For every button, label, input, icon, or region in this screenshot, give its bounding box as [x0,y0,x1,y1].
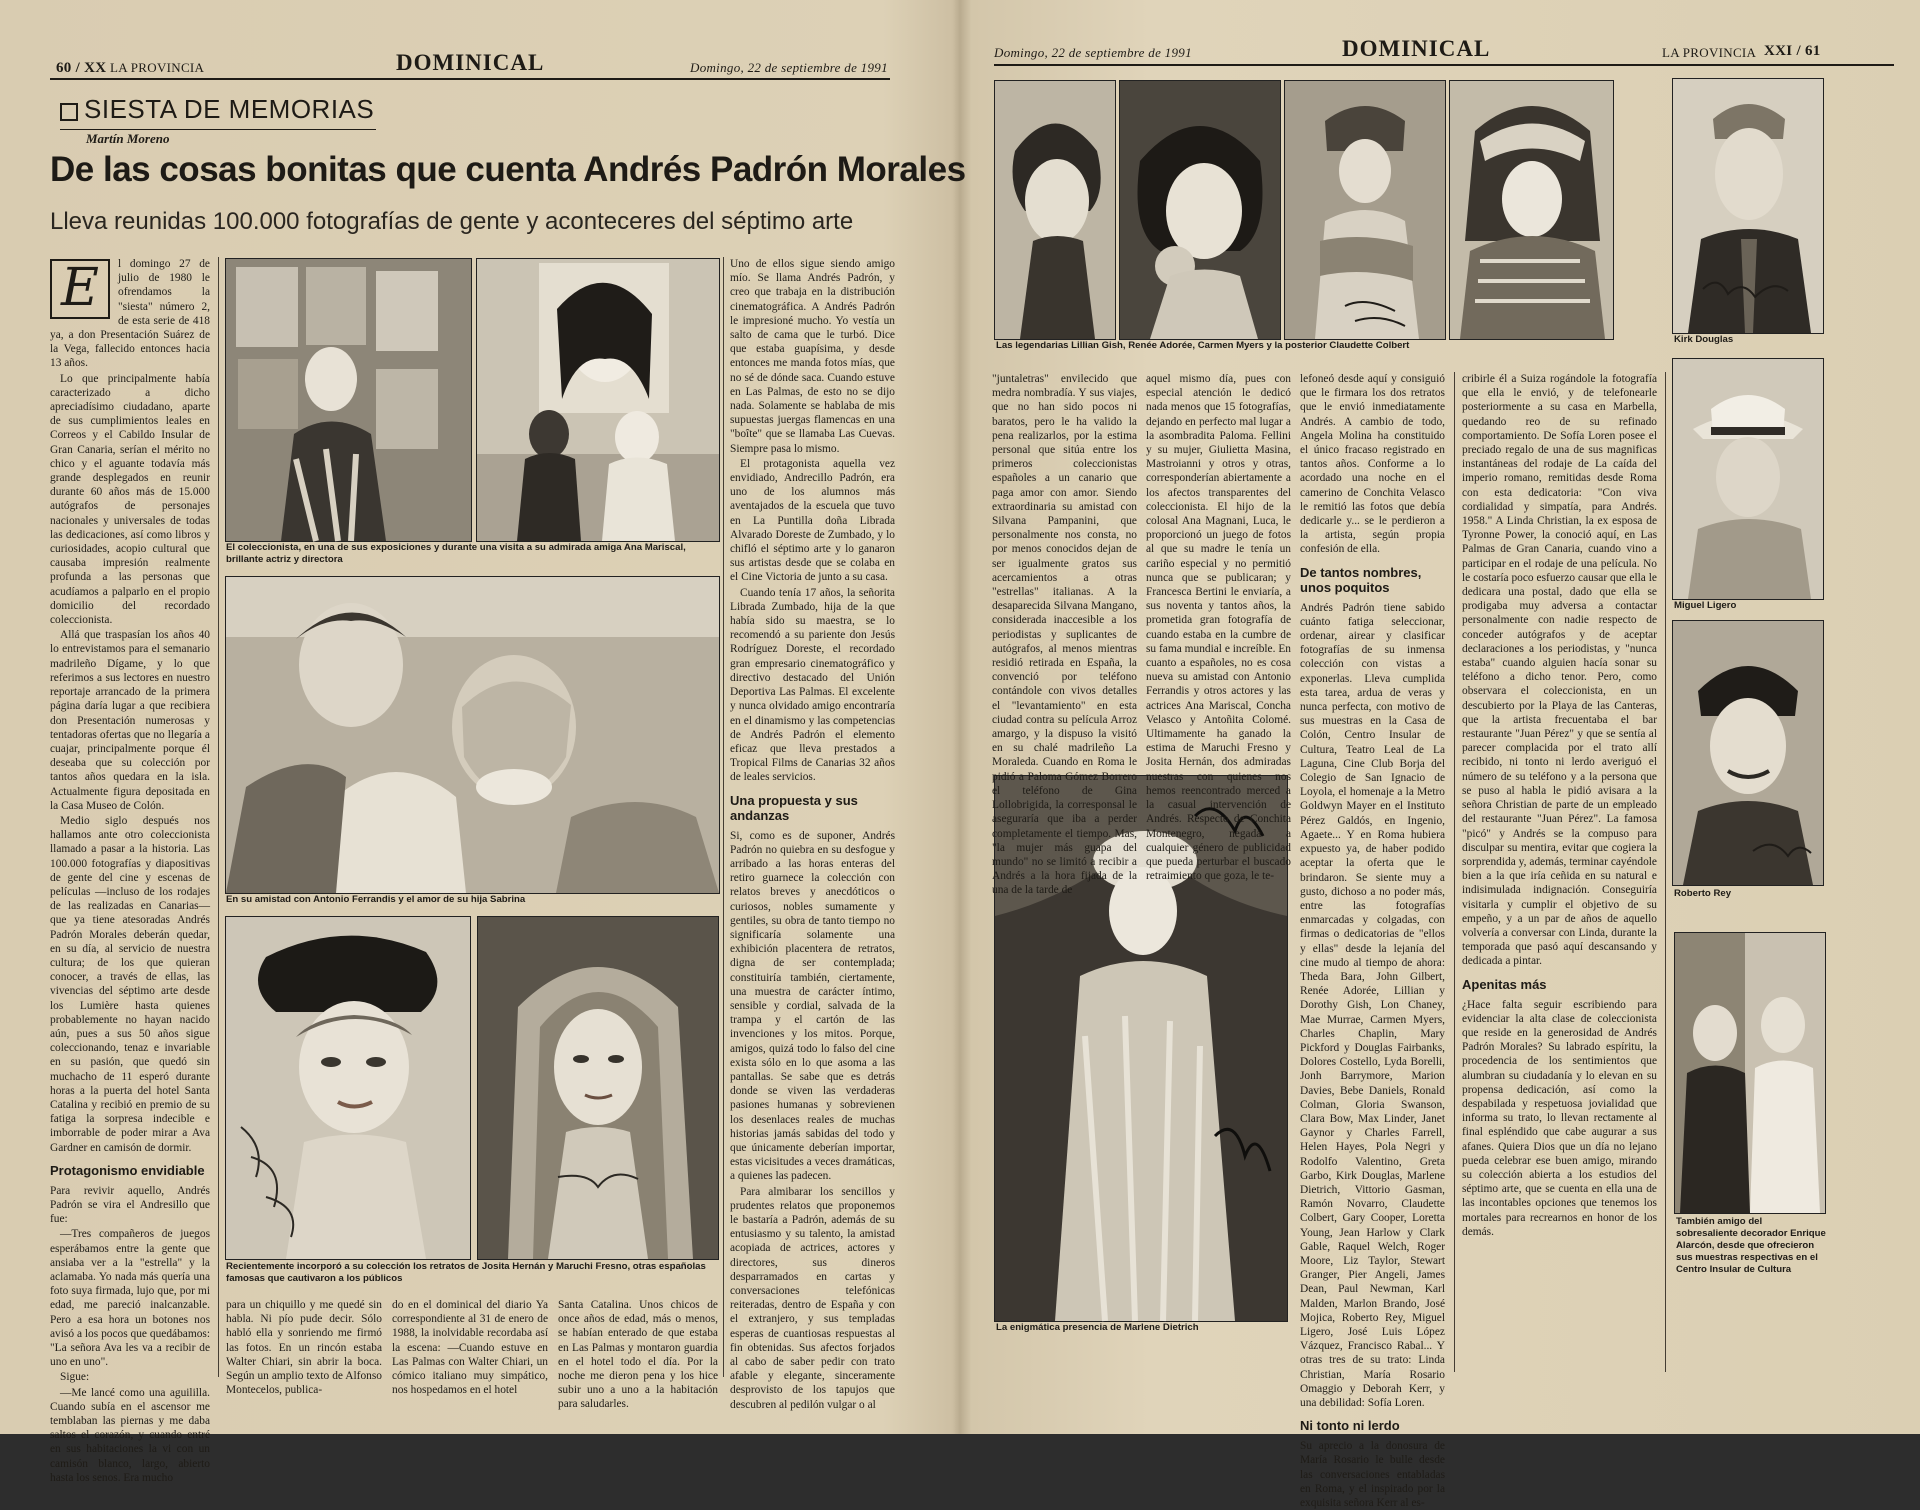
byline: Martín Moreno [86,131,170,146]
column-1-body [50,257,210,1155]
subhead-nombres: De tantos nombres, unos poquitos [1300,564,1422,595]
column-4-body [730,257,895,785]
left-page [0,0,966,1484]
subhead-propuesta: Una propuesta y sus andanzas [730,792,858,823]
paragraph: Lo que principalmente había caracterizado a dicho apreciadísimo ciudadano, aparte de sus cumplimientos leales en Correos y el Cabildo Insular de Gran Canaria, serían el mérito no chico y el aguante todavía más grande desplegados en reunir durante 60 años más de 15.000 autógrafos de personajes nacionales y universales de todas las dedicaciones, así como libros y curiosidades, acopio cultural que causaba impresión realmente profunda a las personas que acudíamos a palparlo en el propio domicilio del recordado coleccionista. [50,372,210,627]
caption-legendarias: Las legendarias Lillian Gish, Renée Adorée, Carmen Myers y la posterior Claudette Colbert [996,340,1410,351]
caption-miguel-ligero: Miguel Ligero [1674,600,1737,611]
paragraph: Sigue: [60,1371,90,1384]
right-page [962,0,1920,1510]
photo-roberto-rey [1672,620,1824,886]
right-paper-name: LA PROVINCIA [1662,45,1757,60]
paragraph: —Tres compañeros de juegos esperábamos entre la gente que ansiaba ver a la "estrella" y la aclamaba. Yo nada más quería una foto suya firmada, lujo que, por mi edad, me pareció inalcanzable. Pero a esa hora un botones nos avisó a los pocos que quedábamos: "La señora Ava les va a recibir de uno en uno". [50,1228,210,1369]
column-4 [730,257,895,1411]
caption-ferrandis: En su amistad con Antonio Ferrandis y el amor de su hija Sabrina [226,894,526,905]
photo-kirk-douglas [1672,78,1824,334]
subheadline: Lleva reunidas 100.000 fotografías de gente y aconteceres del séptimo arte [50,208,854,235]
caption-josita-maruchi: Recientemente incorporó a su colección los retratos de Josita Hernán y Maruchi Fresno, otras españolas famosas que cautivaron a los públicos [226,1261,706,1284]
section-rule [60,129,376,130]
right-date: Domingo, 22 de septiembre de 1991 [994,45,1192,60]
column-1 [50,257,210,1484]
paragraph: Allá que traspasían los años 40 lo entrevistamos para el semanario madrileño Dígame, y lo que referimos a sus lectores en nuestro reportaje arrancado de la primera página daría lugar a que recibiera don Presentación numerosas y tentadoras ofertas que no llegaría a cuajar, principalmente porque él deseaba que su colección por tantos años quedara en la isla. Actualmente figura depositada en la Casa Museo de Colón. [50,629,210,812]
photo-claudette-colbert [1449,80,1614,340]
right-folio: XXI / 61 [1764,43,1821,59]
right-column-3: lefoneó desde aquí y consiguió que le firmara los dos retratos que le envió inmediatamente Andrés. A cambio de todo, Angela Molina ha constituido el único fracaso registrado en tantos años. Conforme a lo acordado una noche en el camerino de Conchita Velasco le remitió las fotos que debía dedicarle y... se le perdieron a la artista, según propia confesión de ella. De tantos nombres, unos poquitos Andrés Padrón tiene sabido cuánto fatiga seleccionar, ordenar, airear y clasificar fotografías de su inmensa colección con vistas a exponerlas. Lleva cumplida esta tarea, ardua de veras y nunca perfecta, con motivo de sus muestras en la Casa de Colón, Centro Insular de Cultura, Teatro Leal de La Laguna, Cine Club Borja del Colegio de San Ignacio de Loyola, el homenaje a la Metro Goldwyn Mayer en el Instituto Pérez Galdós, en Ingenio, Agaete... Y en Roma hubiera expuesto ya, de haber podido aceptar la oferta que le brindaron. Se siente muy a gusto, dichoso a no poder más, entre las fotografías enmarcadas y colgadas, con firmas o dedicatorias de "ellos y ellas" desde la lejanía del cine mudo al tiempo de ahora: Theda Bara, John Gilbert, Renée Adorée, Lillian y Dorothy Gish, Lon Chaney, Mae Murrae, Carmen Myers, Charles Chaplin, Mary Pickford y Douglas Fairbanks, Dolores Costello, Lyda Borelli, Jonh Barrymore, Marion Davies, Bebe Daniels, Ronald Colman, Gloria Swanson, Clara Bow, Max Linder, Janet Gaynor y Charles Farrell, Helen Hayes, Pola Negri y Rodolfo Valentino, Greta Garbo, Kirk Douglas, Marlene Dietrich, Vittorio Gasman, Ramón Novarro, Claudette Colbert, Gary Cooper, Loretta Young, Jean Harlow y Clark Gable, Raquel Welch, Roger Moore, Liz Taylor, Stewart Granger, Pier Angeli, James Dean, Paul Newman, Karl Malden, Marlon Brando, José Mojica, Roberto Rey, Miguel Ligero, José Luis López Vázquez, Francisco Rabal... Y otras tres de su trato: Linda Christian, María Rosario Omaggio y Deborah Kerr, y una debilidad: Sofía Loren. Ni tonto ni lerdo Su aprecio a la donosura de María Rosario le bulle desde las conversaciones entabladas en Roma, y el inspirado por la exquisita señora Kerr al es- [1300,373,1445,1510]
photo-carmen-myers [1284,80,1446,340]
headline: De las cosas bonitas que cuenta Andrés Padrón Morales [50,150,966,189]
column-4-bottom: Santa Catalina. Unos chicos de once años de edad, más o menos, se habían enterado de que estaba en Las Palmas y montaron guardia en el hotel todo el día. Por la noche me dieron pena y los hice subir uno a uno a la habitación para saludarles. [558,1299,718,1411]
photo-enrique-alarcon [1674,932,1826,1214]
paragraph: l domingo 27 de julio de 1980 le ofrendamos la "siesta" número 2, de esta serie de 418 ya, a don Presentación Suárez de la Vega, fallecido entonces hacia 13 años. [50,258,210,370]
paragraph: Si, como es de suponer, Andrés Padrón no quiebra en su desfogue y arribado a las horas enteras del retiro guarnece la colección con relatos breves y anecdóticos o curiosos, nobles sumamente y gentiles, su obra de tanto tiempo no significaría solamente una exhibición placentera de retratos, digna de ser contemplada; constituiría también, ciertamente, una muestra de carácter íntimo, sensible y cordial, salvada de la trampa y el cartón de las invenciones y los mitos. Porque, amigos, quizá todo lo falso del cine exista sólo en lo que asoma a las pantallas. Se sabe que es detrás donde se viven las verdaderas pasiones humanas y sobrevienen los desenlaces reales de muchas historias jamás sabidas del todo y que únicamente deberían importar, estas vicisitudes a veces dramáticas, a quienes las padecen. [730,829,895,1183]
section-title: SIESTA DE MEMORIAS [84,94,375,124]
column-4-body-b [730,829,895,1412]
caption-exhibition: El coleccionista, en una de sus exposiciones y durante una visita a su admirada amiga Ana Mariscal, brillante actriz y directora [226,542,686,565]
photo-renee-adoree [1119,80,1281,340]
paragraph: Cuando tenía 17 años, la señorita Librada Zumbado, hija de la que había sido su maestra, se lo recomendó a su pariente don Jesús Rodríguez Doreste, el recordado gran empresario cinematográfico y directivo destacado del Unión Deportiva Las Palmas. El excelente y nunca olvidado amigo encontraría en el dinamismo y las competencias de Andrés Padrón el elemento eficaz que lleva prestados a Tropical Films de Canarias 32 años de leales servicios. [730,586,895,784]
column-3-bottom: do en el dominical del diario Ya correspondiente al 31 de enero de 1988, la inolvidable recordaba así la escena: —Cuando estuve en Las Palmas con Walter Chiari, un cómico italiano muy simpático, nos hospedamos en el hotel [392,1299,548,1397]
photo-josita-hernan [225,916,471,1260]
header-rule [994,64,1894,66]
paragraph: —Me lancé como una aguililla. Cuando subía en el ascensor me temblaban las piernas y me daba saltos el corazón, y cuando entré en sus habitaciones la vi con un camisón blanco, largo, abierto hasta los senos. Era mucho [50,1386,210,1484]
photo-ana-mariscal [476,258,720,542]
left-folio: 60 / XX LA PROVINCIA [56,60,205,76]
column-divider [1454,372,1455,1372]
subhead-apenitas: Apenitas más [1462,976,1547,992]
drop-cap: E [50,259,110,319]
caption-kirk-douglas: Kirk Douglas [1674,334,1734,345]
caption-enrique-alarcon: También amigo del sobresaliente decorador Enrique Alarcón, desde que ofrecieron sus muestras respectivas en el Centro Insular de Cultura [1676,1216,1826,1275]
column-2-bottom: para un chiquillo y me quedé sin habla. Ni pío pude decir. Sólo habló ella y sonriendo me firmó las fotos. En un rincón estaba Walter Chiari, sin abrir la boca. Según un amplio texto de Alfonso Montecelos, publica- [226,1299,382,1397]
column-divider [1665,372,1666,1372]
photo-exhibition [225,258,472,542]
paragraph: Medio siglo después nos hallamos ante otro coleccionista llamado a pasar a la historia. Las 100.000 fotografías y diapositivas de gente del cine y escenas de películas —incluso de los rodajes de las realizadas en Canarias— que ya tiene atesoradas Andrés Padrón Morales deberán quedar, en su día, al servicio de nuestra cultura; de los que quieran conocer, a través de ellas, las vivencias del séptimo arte desde los Lumière hasta quienes probablemente no hayan nacido aún, pues a sus 50 años sigue coleccionando, tenaz e invariable en su pasión, que quedó sin muchacho de 11 esperó durante horas a la puerta del hotel Santa Catalina y recibió en premio de su fatiga la sorpresa indecible e imborrable de poder mirar a Ava Gardner en camisón de dormir. [50,814,210,1154]
paragraph: Para revivir aquello, Andrés Padrón se vira el Andresillo que fue: [50,1184,210,1226]
photo-lillian-gish [994,80,1116,340]
right-masthead: DOMINICAL [1342,36,1491,61]
photo-miguel-ligero [1672,358,1824,600]
paragraph: Uno de ellos sigue siendo amigo mío. Se llama Andrés Padrón, y creo que trabaja en la distribución cinematográfica. A Andrés Padrón le impresioné mucho. Yo vestía un salto de cama que le turbó. Dice que estaba guapísima, y desde entonces me manda fotos mías, que no sé de dónde saca. Cuando estuve en Las Palmas, de esto no se dijo nada. Solamente se hablaba de mis supuestas juergas flamencas en una "boîte" que se llamaba Las Cuevas. Siempre pasa lo mismo. [730,258,895,455]
photo-maruchi-fresno [477,916,719,1260]
caption-roberto-rey: Roberto Rey [1674,888,1732,899]
header-rule [50,78,890,80]
right-column-4: cribirle él a Suiza rogándole la fotografía que ella le envió, y de telefonearle posteriormente a su casa en Marbella, quedando reo de su refinado comportamiento. De Sofía Loren posee el preciado regalo de una de sus magnificas instantáneas del rodaje de La caída del imperio romano, remitidas desde Roma con esta dedicatoria: "Con viva cordialidad y simpatía, para Andrés. 1958." A Linda Christian, la ex esposa de Tyronne Power, la conoció aquí, en Las Palmas de Gran Canaria, cuando vino a participar en el rodaje de una película. No le costaría poco esfuerzo causar que ella le dedicara una postal, dado que ella se prodigaba muy adversa a contactar personalmente con nadie respecto de conceder autógrafos y de aceptar declaraciones a los periodistas, y "nunca estaba" cuando alguien hacía sonar su teléfono a dicho tenor. Pero, como observara el coleccionista, en un descubierto por la Playa de las Canteras, que la artista frecuentaba el bar restaurante "Juan Pérez" y que se sentía al parecer complacida por el trato allí recibido, ni tonto ni lerdo averiguó el número de su teléfono y a la persona que se puso al habla le pidió avisara a la señora Christian de parte de un empleado del restaurante "Juan Pérez". La famosa "picó" y Andrés se la compuso para disculpar su mentira, evitar que cogiera la sorprendida y, además, terminar cayéndole bien a la que iría ceñida en su natural e indisimulada indignación. Conseguiría visitarla y cumplir el objetivo de su empeño, y a un par de años de aquello volvería a conversar con Linda, durante la temporada que pasó aquí descansando y dedicada a pintar. Apenitas más ¿Hace falta seguir escribiendo para evidenciar la alta clase de coleccionista que reside en la generosidad de Andrés Padrón Morales? Su labrado espíritu, la procedencia de los sentimientos que alumbran su ciudadanía y lo elevan en su propensa dedicación, así como la despabilada y respetuosa jovialidad que informa su trato, lo llevan rectamente al final espléndido que cabe augurar a sus afanes. Quiera Dios que un día no lejano pueda celebrar ese buen amigo, mirando su colección abierta a los estudios del séptimo arte, que se cuenta en ella una de las incontables opciones que tenemos los mortales para recrearnos en honor de los demás. [1462,373,1657,1238]
right-column-2: aquel mismo día, pues con especial atención le dedicó nada menos que 15 fotografías, dejando en perfecto mal lugar a la asombradita Paloma. Fellini y su mujer, Giulietta Masina, Mastroianni y otros y otras, corresponderían abiertamente a los afectos transparentes del coleccionista. El hijo de la colosal Ana Magnani, Luca, le proporcionó un juego de fotos al que su madre le tenía un cariño especial y no permitió nunca que se publicaran; y Francesca Bertini le enviaría, a sus noventa y tantos años, la prometida gran fotografía de cuando estaba en la cumbre de su fama mundial e increíble. En cuanto a españoles, no es cosa nueva su amistad con Antonio Ferrandis y otros actores y las actrices Ana Mariscal, Concha Velasco y Antoñita Colomé. Ultimamente ha ganado la estima de Maruchi Fresno y Josita Hernán, dos admiradas nuestras con quienes nos hemos reencontrado merced a la casual intervención de Andrés. Respecto de Conchita Montenegro, negada a cualquier género de publicidad que pueda perturbar el buscado retraimiento que goza, le te- [1146,373,1291,883]
section-box-icon [60,103,78,121]
caption-marlene-dietrich: La enigmática presencia de Marlene Dietrich [996,1322,1199,1333]
paragraph: El protagonista aquella vez envidiado, Andrecillo Padrón, era uno de los alumnos más aventajados de la escuela que tuvo en La Puntilla doña Librada Alvarado Doreste de Zumbado, y lo chifló el séptimo arte y lo ganaron sus artistas desde que se colaba en el Cine Victoria de junto a su casa. [730,457,895,584]
left-masthead: DOMINICAL [396,50,545,75]
subhead-protagonismo: Protagonismo envidiable [50,1162,205,1178]
paragraph: Para almibarar los sencillos y prudentes relatos que proponemos le bastaría a Padrón, además de su entusiasmo y su talento, la amistad acopiada de actrices, actores y directores, sus dineros desparramados en cartas y conversaciones telefónicas reiteradas, dentro de España y con el extranjero, y sus templadas esperas de cuantiosas respuestas al fin obtenidas. Sus afectos forjados al cabo de saber pedir con trato afable y elegante, sinceramente desprovisto de los tapujos que descubren al pedilón vulgar o al [730,1185,895,1411]
left-date: Domingo, 22 de septiembre de 1991 [690,60,888,75]
photo-ferrandis-sabrina [225,576,720,894]
column-divider [218,257,219,1377]
right-column-1: "juntaletras" envilecido que medra nombradía. Y sus viajes, que no han sido pocos ni baratos, pero le ha valido la pena realizarlos, por la estima personal que sitúa entre los primeros coleccionistas españoles a un canario que paga amor con amor. Siendo extraordinaria su amistad con Silvana Pampanini, que personalmente nos consta, no por menos conocidos dejan de ser igualmente gratos sus acercamientos a otras "estrellas" italianas. A la desaparecida Silvana Mangano, considerada inaccesible a los periodistas y suplicantes de autógrafos, al menos mientras residió retirada en España, la convenció por teléfono contándole con vivos detalles el "levantamiento" en esta ciudad contra su película Arroz amargo, y la dispuso la visitó en su chalé madrileño La Moraleda. Cuando en Roma le pidió a Paloma Gómez Borrero el teléfono de Gina Lollobrigida, la corresponsal le aseguraría que iba a perder completamente el tiempo. Mas, "la mujer más guapa del mundo" no se limitó a recibir a Andrés a la hora fijada de la una de la tarde de [992,373,1137,897]
column-1-body-b [50,1184,210,1485]
column-divider [723,257,724,1377]
subhead-ni-tonto: Ni tonto ni lerdo [1300,1418,1400,1434]
